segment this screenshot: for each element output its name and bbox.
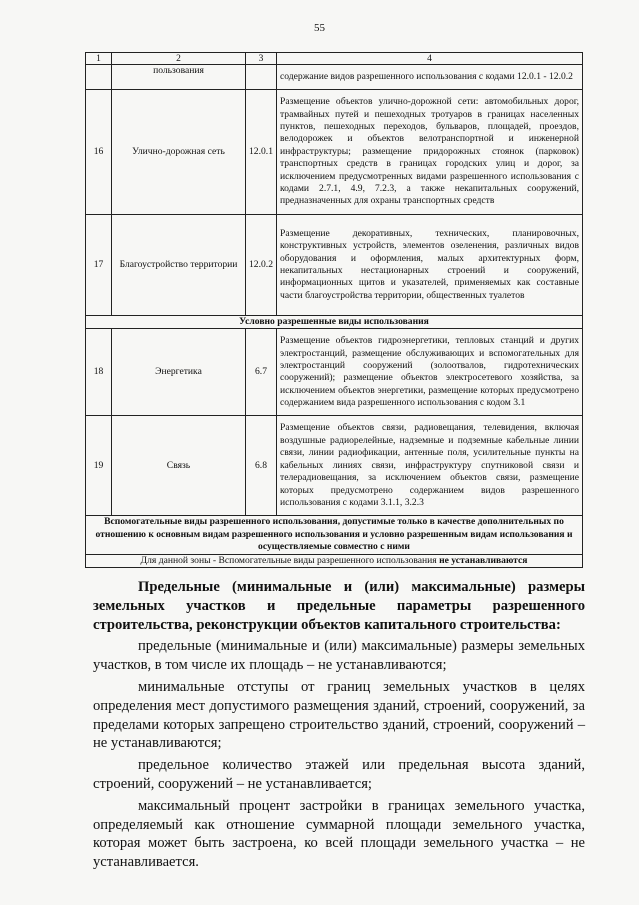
- row-name: Энергетика: [112, 329, 246, 416]
- table-row: [86, 416, 583, 516]
- row-name: Связь: [112, 416, 246, 516]
- row-code: 12.0.1: [246, 90, 277, 215]
- limits-paragraph: предельное количество этажей или предельная высота зданий, строений, сооружений – не устанавливается;: [93, 757, 585, 792]
- row-number: 16: [86, 90, 112, 215]
- table-row: [86, 65, 583, 90]
- permitted-use-table: [85, 52, 583, 568]
- row-name: пользования: [112, 65, 246, 90]
- section-title-row: [86, 516, 583, 554]
- row-description: Размещение объектов улично-дорожной сети: автомобильных дорог, трамвайных путей и пешеходных тротуаров в границах населенных пунктов, пешеходных переходов, бульваров, площадей, проездов, велодорожек и объектов велотранспортной и инженерной инфраструктуры; размещение придорожных стоянок (парковок) транспортных средств в границах городских улиц и дорог, за исключением предусмотренных видами разрешенного использования с кодами 2.7.1, 4.9, 7.2.3, а также некапитальных сооружений, предназначенных для охраны транспортных средств: [277, 90, 583, 215]
- table-row: [86, 215, 583, 316]
- table-row: [86, 90, 583, 215]
- table-header-row: [86, 53, 583, 65]
- row-description: Размещение декоративных, технических, планировочных, конструктивных устройств, элементов озеленения, различных видов оборудования и оформления, малых архитектурных форм, некапитальных нестационарных строений и сооружений, информационных щитов и указателей, применяемых как составные части благоустройства территории, общественных туалетов: [277, 215, 583, 316]
- note-row: [86, 554, 583, 567]
- row-code: 12.0.2: [246, 215, 277, 316]
- limits-paragraph: максимальный процент застройки в границах земельного участка, определяемый как отношение суммарной площади земельного участка, которая может быть застроена, ко всей площади земельного участка – не устанавливается.: [93, 797, 585, 871]
- conditional-section-title: Условно разрешенные виды использования: [86, 316, 583, 329]
- limits-paragraph: минимальные отступы от границ земельных участков в целях определения мест допустимого размещения зданий, строений, сооружений, за пределами которых запрещено строительство зданий, строений, сооружений – не устанавливаются;: [93, 678, 585, 752]
- table-row: [86, 329, 583, 416]
- row-name: Улично-дорожная сеть: [112, 90, 246, 215]
- row-description: Размещение объектов гидроэнергетики, тепловых станций и других электростанций, размещение обслуживающих и вспомогательных для электростанций сооружений (золоотвалов, гидротехнических сооружений); размещение объектов электросетевого хозяйства, за исключением объектов энергетики, размещение которых предусмотрено содержанием вида разрешенного использования с кодом 3.1: [277, 329, 583, 416]
- row-description: содержание видов разрешенного использования с кодами 12.0.1 - 12.0.2: [277, 65, 583, 90]
- row-description: Размещение объектов связи, радиовещания, телевидения, включая воздушные радиорелейные, надземные и подземные кабельные линии связи, линии радиофикации, антенные поля, усилительные пункты на кабельных линиях связи, инфраструктуру спутниковой связи и телерадиовещания, за исключением объектов связи, размещение которых предусмотрено содержанием видов разрешенного использования с кодами 3.1.1, 3.2.3: [277, 416, 583, 516]
- auxiliary-note-prefix: Для данной зоны - Вспомогательные виды разрешенного использования: [140, 554, 440, 566]
- auxiliary-note: [86, 554, 583, 567]
- section-title-row: [86, 316, 583, 329]
- header-cell: 2: [112, 53, 246, 65]
- row-code: 6.7: [246, 329, 277, 416]
- row-number: 18: [86, 329, 112, 416]
- row-number: 17: [86, 215, 112, 316]
- limits-heading: Предельные (минимальные и (или) максимальные) размеры земельных участков и предельные параметры разрешенного строительства, реконструкции объектов капитального строительства:: [93, 579, 585, 633]
- header-cell: 3: [246, 53, 277, 65]
- page-number: 55: [314, 22, 325, 34]
- auxiliary-note-emphasis: не устанавливаются: [439, 554, 528, 566]
- header-cell: 4: [277, 53, 583, 65]
- auxiliary-section-title: Вспомогательные виды разрешенного использования, допустимые только в качестве дополнительных по отношению к основным видам разрешенного использования и условно разрешенным видам использования и осуществляемые совместно с ними: [86, 516, 583, 554]
- parameter-limits-section: [93, 578, 585, 872]
- row-name: Благоустройство территории: [112, 215, 246, 316]
- limits-paragraph: предельные (минимальные и (или) максимальные) размеры земельных участков, в том числе их площадь – не устанавливаются;: [93, 638, 585, 674]
- row-number: 19: [86, 416, 112, 516]
- header-cell: 1: [86, 53, 112, 65]
- row-code: 6.8: [246, 416, 277, 516]
